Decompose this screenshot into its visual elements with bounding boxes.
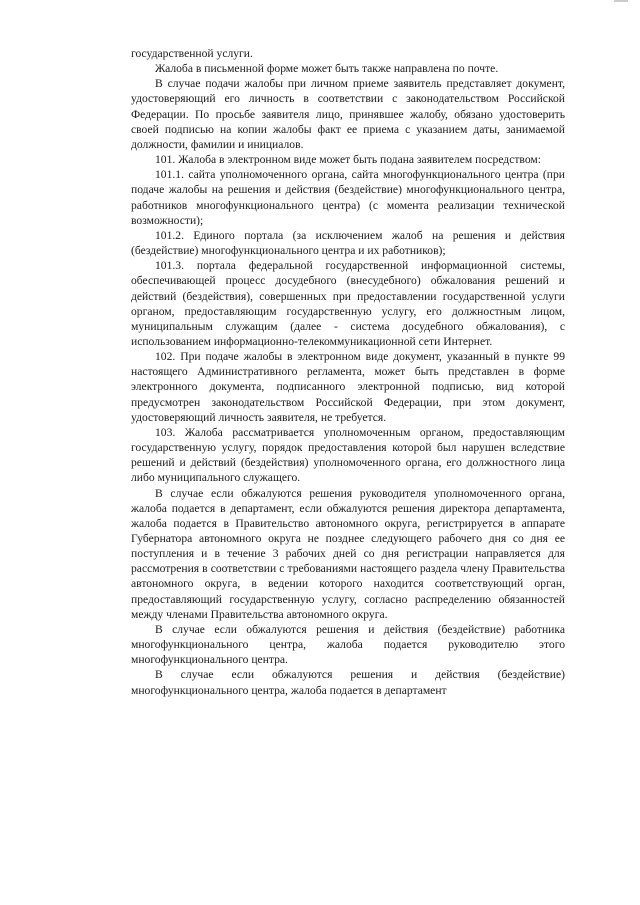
- paragraph-mfc-appeal: В случае если обжалуются решения и действия (бездействие) многофункционального центра, жалоба подается в департамент: [131, 668, 565, 697]
- paragraph-postal-complaint: Жалоба в письменной форме может быть также направлена по почте.: [155, 62, 499, 76]
- paragraph-mfc-worker-appeal: В случае если обжалуются решения и действия (бездействие) работника многофункционального центра, жалоба подается руководителю этого многофункционального центра.: [131, 622, 565, 667]
- paragraph-103: 103. Жалоба рассматривается уполномоченным органом, предоставляющим государственную услугу, порядок предоставления которой был нарушен вследствие решений и действий (бездействия) уполномоченного органа, его должностного лица либо муниципального служащего.: [131, 425, 565, 485]
- document-body: [131, 46, 565, 698]
- paragraph-101-2: 101.2. Единого портала (за исключением жалоб на решения и действия (бездействие) многофункционального центра и их работников);: [131, 228, 565, 258]
- paragraph-102: 102. При подаче жалобы в электронном виде документ, указанный в пункте 99 настоящего Административного регламента, может быть представлен в форме электронного документа, подписанного электронной подписью, вид которой предусмотрен законодательством Российской Федерации, при этом документ, удостоверяющий личность заявителя, не требуется.: [131, 350, 565, 424]
- paragraph-personal-complaint: В случае подачи жалобы при личном приеме заявитель представляет документ, удостоверяющий его личность в соответствии с законодательством Российской Федерации. По просьбе заявителя лицо, принявшее жалобу, обязано удостоверить своей подписью на копии жалобы факт ее приема с указанием даты, занимаемой должности, фамилии и инициалов.: [131, 77, 565, 151]
- paragraph-director-appeal: В случае если обжалуются решения руководителя уполномоченного органа, жалоба подается в департамент, если обжалуются решения директора департамента, жалоба подается в Правительство автономного округа, регистрируется в аппарате Губернатора автономного округа не позднее следующего рабочего дня со дня ее поступления и в течение 3 рабочих дней со дня регистрации направляется для рассмотрения в соответствии с требованиями настоящего раздела члену Правительства автономного округа, в ведении которого находится соответствующий орган, предоставляющий государственную услугу, согласно распределению обязанностей между членами Правительства автономного округа.: [131, 486, 565, 621]
- paragraph-101-3: 101.3. портала федеральной государственной информационной системы, обеспечивающей процесс досудебного (внесудебного) обжалования решений и действий (бездействия), совершенных при предоставлении государственной услуги органом, предоставляющим государственную услугу, его должностным лицом, муниципальным служащим (далее - система досудебного обжалования), с использованием информационно-телекоммуникационной сети Интернет.: [131, 259, 565, 348]
- paragraph-101-1: 101.1. сайта уполномоченного органа, сайта многофункционального центра (при подаче жалобы на решения и действия (бездействие) многофункционального центра, работников многофункционального центра) (с момента реализации технической возможности);: [131, 168, 565, 227]
- page-corner-mark: [614, 0, 628, 2]
- paragraph-continuation: государственной услуги.: [131, 47, 253, 60]
- paragraph-101: 101. Жалоба в электронном виде может быть подана заявителем посредством:: [155, 153, 541, 167]
